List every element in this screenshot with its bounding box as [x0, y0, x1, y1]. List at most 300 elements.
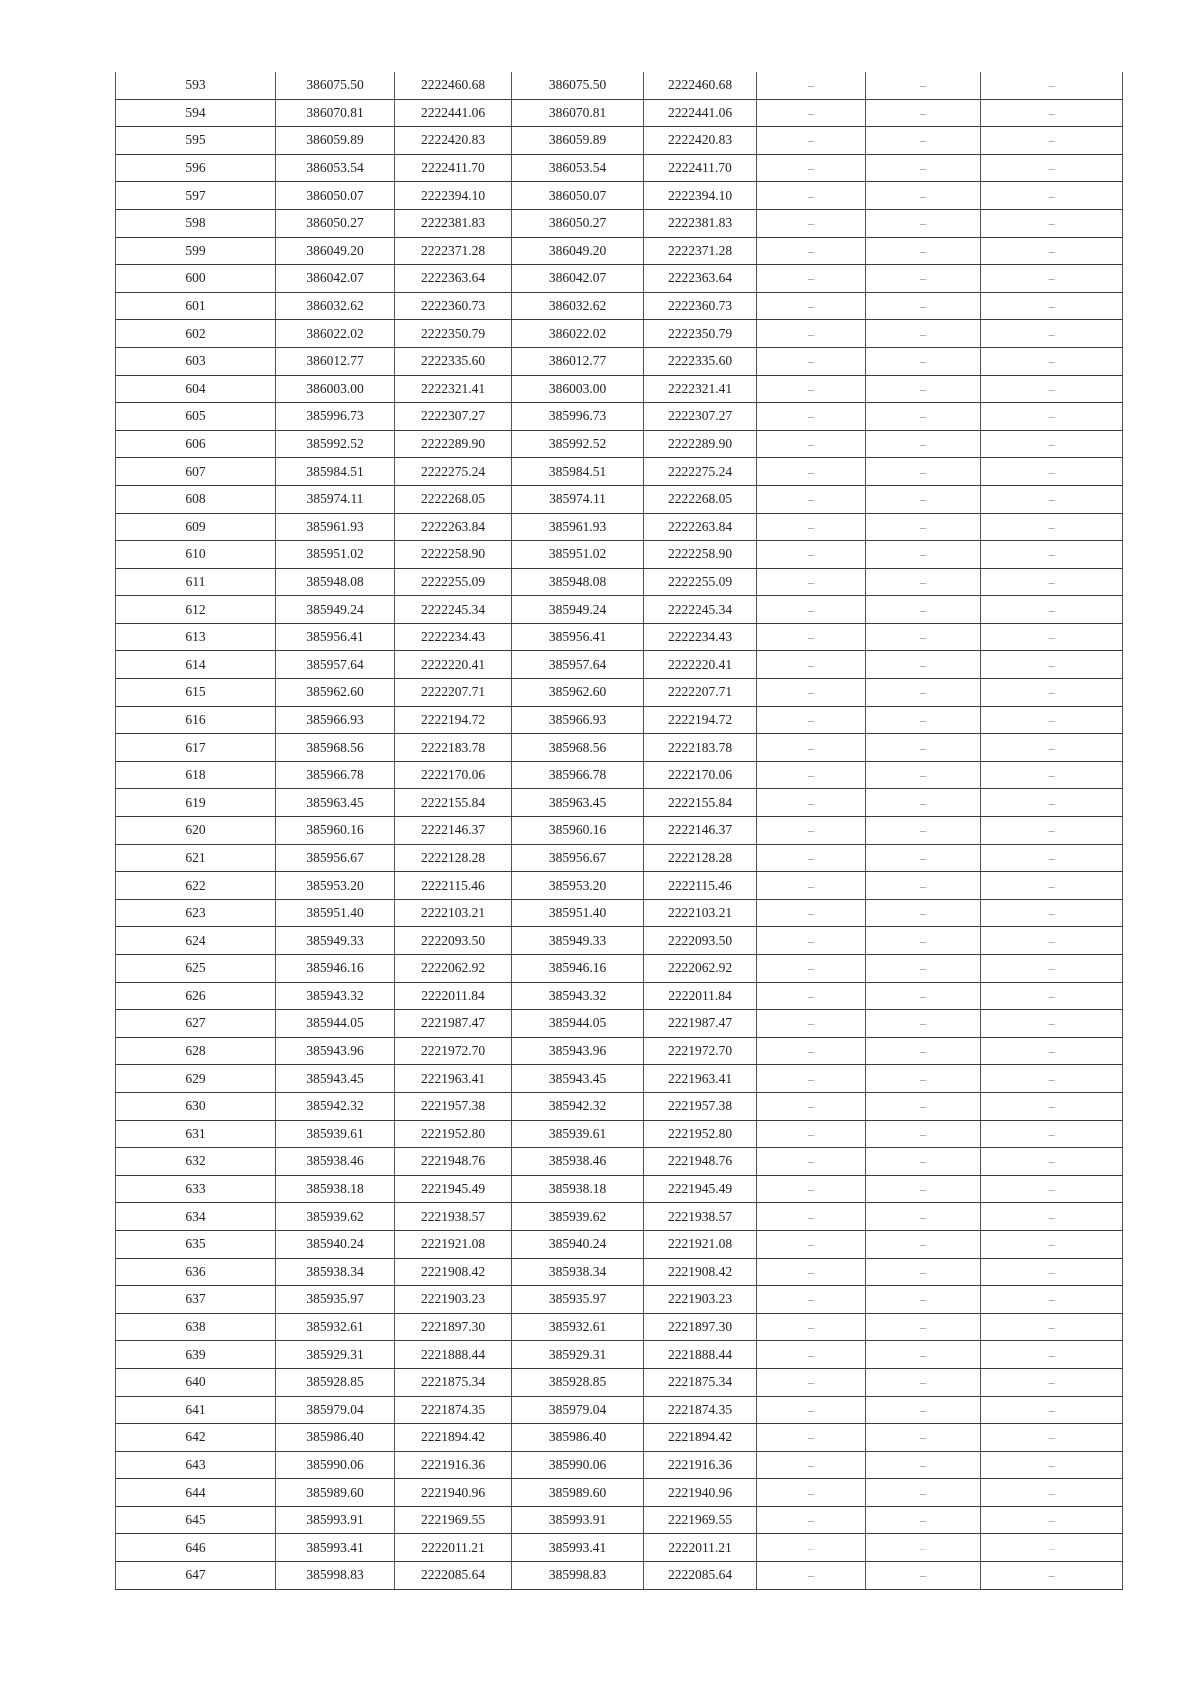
x-coordinate-cell: 385956.67	[276, 844, 395, 872]
dash-cell-2: –	[866, 872, 981, 900]
y-coordinate-repeat-cell: 2222093.50	[644, 927, 757, 955]
table-row	[116, 99, 1123, 127]
x-coordinate-repeat-cell: 385939.62	[512, 1203, 644, 1231]
dash-cell-1: –	[757, 899, 866, 927]
table-row	[116, 430, 1123, 458]
y-coordinate-cell: 2222207.71	[395, 679, 512, 707]
dash-cell-2: –	[866, 1451, 981, 1479]
y-coordinate-repeat-cell: 2221894.42	[644, 1424, 757, 1452]
point-number-cell: 595	[116, 127, 276, 155]
dash-cell-3: –	[981, 1175, 1123, 1203]
x-coordinate-cell: 386012.77	[276, 347, 395, 375]
x-coordinate-cell: 385993.91	[276, 1506, 395, 1534]
x-coordinate-cell: 386050.27	[276, 209, 395, 237]
dash-cell-3: –	[981, 237, 1123, 265]
dash-cell-3: –	[981, 1286, 1123, 1314]
x-coordinate-cell: 385939.61	[276, 1120, 395, 1148]
dash-cell-1: –	[757, 154, 866, 182]
x-coordinate-repeat-cell: 385956.41	[512, 623, 644, 651]
y-coordinate-cell: 2221894.42	[395, 1424, 512, 1452]
y-coordinate-repeat-cell: 2222170.06	[644, 761, 757, 789]
x-coordinate-cell: 385979.04	[276, 1396, 395, 1424]
x-coordinate-repeat-cell: 385956.67	[512, 844, 644, 872]
dash-cell-2: –	[866, 1286, 981, 1314]
x-coordinate-repeat-cell: 386003.00	[512, 375, 644, 403]
table-row	[116, 982, 1123, 1010]
dash-cell-2: –	[866, 1562, 981, 1590]
dash-cell-2: –	[866, 1258, 981, 1286]
x-coordinate-cell: 385949.33	[276, 927, 395, 955]
dash-cell-1: –	[757, 1148, 866, 1176]
point-number-cell: 642	[116, 1424, 276, 1452]
point-number-cell: 611	[116, 568, 276, 596]
table-row	[116, 72, 1123, 99]
x-coordinate-repeat-cell: 385996.73	[512, 403, 644, 431]
table-row	[116, 1010, 1123, 1038]
x-coordinate-repeat-cell: 385938.34	[512, 1258, 644, 1286]
table-row	[116, 1230, 1123, 1258]
table-row	[116, 1424, 1123, 1452]
y-coordinate-repeat-cell: 2222062.92	[644, 955, 757, 983]
dash-cell-1: –	[757, 679, 866, 707]
table-row	[116, 1451, 1123, 1479]
dash-cell-3: –	[981, 1451, 1123, 1479]
table-row	[116, 844, 1123, 872]
dash-cell-2: –	[866, 458, 981, 486]
y-coordinate-repeat-cell: 2222441.06	[644, 99, 757, 127]
table-row	[116, 568, 1123, 596]
dash-cell-3: –	[981, 1396, 1123, 1424]
y-coordinate-cell: 2222170.06	[395, 761, 512, 789]
dash-cell-3: –	[981, 651, 1123, 679]
dash-cell-1: –	[757, 541, 866, 569]
y-coordinate-repeat-cell: 2222289.90	[644, 430, 757, 458]
x-coordinate-cell: 385968.56	[276, 734, 395, 762]
x-coordinate-repeat-cell: 385984.51	[512, 458, 644, 486]
point-number-cell: 604	[116, 375, 276, 403]
dash-cell-2: –	[866, 1313, 981, 1341]
y-coordinate-repeat-cell: 2221897.30	[644, 1313, 757, 1341]
table-row	[116, 320, 1123, 348]
table-row	[116, 651, 1123, 679]
dash-cell-1: –	[757, 872, 866, 900]
dash-cell-2: –	[866, 899, 981, 927]
x-coordinate-cell: 386075.50	[276, 72, 395, 99]
dash-cell-2: –	[866, 1148, 981, 1176]
x-coordinate-repeat-cell: 385939.61	[512, 1120, 644, 1148]
y-coordinate-cell: 2221916.36	[395, 1451, 512, 1479]
x-coordinate-repeat-cell: 385951.40	[512, 899, 644, 927]
point-number-cell: 632	[116, 1148, 276, 1176]
dash-cell-1: –	[757, 403, 866, 431]
x-coordinate-cell: 385938.46	[276, 1148, 395, 1176]
dash-cell-1: –	[757, 1341, 866, 1369]
dash-cell-1: –	[757, 844, 866, 872]
y-coordinate-cell: 2221921.08	[395, 1230, 512, 1258]
dash-cell-3: –	[981, 844, 1123, 872]
y-coordinate-repeat-cell: 2221948.76	[644, 1148, 757, 1176]
dash-cell-2: –	[866, 679, 981, 707]
dash-cell-2: –	[866, 1396, 981, 1424]
point-number-cell: 598	[116, 209, 276, 237]
y-coordinate-cell: 2221874.35	[395, 1396, 512, 1424]
y-coordinate-cell: 2222350.79	[395, 320, 512, 348]
x-coordinate-repeat-cell: 386059.89	[512, 127, 644, 155]
x-coordinate-repeat-cell: 385963.45	[512, 789, 644, 817]
dash-cell-3: –	[981, 403, 1123, 431]
dash-cell-2: –	[866, 1368, 981, 1396]
x-coordinate-cell: 385938.34	[276, 1258, 395, 1286]
x-coordinate-repeat-cell: 385938.46	[512, 1148, 644, 1176]
table-row	[116, 872, 1123, 900]
x-coordinate-cell: 385943.96	[276, 1037, 395, 1065]
x-coordinate-repeat-cell: 385968.56	[512, 734, 644, 762]
y-coordinate-cell: 2222360.73	[395, 292, 512, 320]
x-coordinate-cell: 385938.18	[276, 1175, 395, 1203]
point-number-cell: 637	[116, 1286, 276, 1314]
y-coordinate-repeat-cell: 2222263.84	[644, 513, 757, 541]
dash-cell-1: –	[757, 761, 866, 789]
y-coordinate-repeat-cell: 2222363.64	[644, 265, 757, 293]
dash-cell-2: –	[866, 485, 981, 513]
dash-cell-3: –	[981, 182, 1123, 210]
y-coordinate-cell: 2222420.83	[395, 127, 512, 155]
table-row	[116, 458, 1123, 486]
dash-cell-2: –	[866, 1010, 981, 1038]
dash-cell-3: –	[981, 1562, 1123, 1590]
point-number-cell: 609	[116, 513, 276, 541]
point-number-cell: 616	[116, 706, 276, 734]
dash-cell-2: –	[866, 734, 981, 762]
dash-cell-3: –	[981, 899, 1123, 927]
table-row	[116, 761, 1123, 789]
dash-cell-3: –	[981, 1037, 1123, 1065]
dash-cell-1: –	[757, 485, 866, 513]
dash-cell-1: –	[757, 375, 866, 403]
dash-cell-1: –	[757, 982, 866, 1010]
dash-cell-2: –	[866, 320, 981, 348]
x-coordinate-cell: 386042.07	[276, 265, 395, 293]
point-number-cell: 629	[116, 1065, 276, 1093]
y-coordinate-cell: 2222441.06	[395, 99, 512, 127]
y-coordinate-cell: 2221897.30	[395, 1313, 512, 1341]
dash-cell-3: –	[981, 1534, 1123, 1562]
y-coordinate-repeat-cell: 2222350.79	[644, 320, 757, 348]
x-coordinate-cell: 385989.60	[276, 1479, 395, 1507]
table-row	[116, 817, 1123, 845]
y-coordinate-repeat-cell: 2222085.64	[644, 1562, 757, 1590]
dash-cell-3: –	[981, 982, 1123, 1010]
x-coordinate-repeat-cell: 385989.60	[512, 1479, 644, 1507]
x-coordinate-repeat-cell: 385951.02	[512, 541, 644, 569]
dash-cell-1: –	[757, 458, 866, 486]
dash-cell-1: –	[757, 1203, 866, 1231]
dash-cell-1: –	[757, 1313, 866, 1341]
table-row	[116, 1203, 1123, 1231]
y-coordinate-repeat-cell: 2222394.10	[644, 182, 757, 210]
y-coordinate-repeat-cell: 2221888.44	[644, 1341, 757, 1369]
x-coordinate-cell: 385986.40	[276, 1424, 395, 1452]
dash-cell-2: –	[866, 982, 981, 1010]
dash-cell-1: –	[757, 706, 866, 734]
y-coordinate-repeat-cell: 2221921.08	[644, 1230, 757, 1258]
y-coordinate-cell: 2222085.64	[395, 1562, 512, 1590]
dash-cell-1: –	[757, 955, 866, 983]
table-row	[116, 1479, 1123, 1507]
y-coordinate-repeat-cell: 2222207.71	[644, 679, 757, 707]
dash-cell-2: –	[866, 1506, 981, 1534]
dash-cell-3: –	[981, 292, 1123, 320]
dash-cell-1: –	[757, 1065, 866, 1093]
point-number-cell: 621	[116, 844, 276, 872]
dash-cell-2: –	[866, 1175, 981, 1203]
y-coordinate-repeat-cell: 2222115.46	[644, 872, 757, 900]
table-row	[116, 899, 1123, 927]
y-coordinate-repeat-cell: 2222381.83	[644, 209, 757, 237]
dash-cell-2: –	[866, 182, 981, 210]
x-coordinate-cell: 385940.24	[276, 1230, 395, 1258]
y-coordinate-cell: 2221940.96	[395, 1479, 512, 1507]
y-coordinate-repeat-cell: 2221938.57	[644, 1203, 757, 1231]
x-coordinate-repeat-cell: 385992.52	[512, 430, 644, 458]
point-number-cell: 619	[116, 789, 276, 817]
y-coordinate-cell: 2221888.44	[395, 1341, 512, 1369]
dash-cell-3: –	[981, 761, 1123, 789]
dash-cell-1: –	[757, 1424, 866, 1452]
dash-cell-3: –	[981, 623, 1123, 651]
point-number-cell: 601	[116, 292, 276, 320]
x-coordinate-repeat-cell: 385966.78	[512, 761, 644, 789]
table-row	[116, 1286, 1123, 1314]
point-number-cell: 631	[116, 1120, 276, 1148]
x-coordinate-repeat-cell: 386053.54	[512, 154, 644, 182]
y-coordinate-repeat-cell: 2221875.34	[644, 1368, 757, 1396]
x-coordinate-cell: 385948.08	[276, 568, 395, 596]
x-coordinate-cell: 386059.89	[276, 127, 395, 155]
dash-cell-3: –	[981, 1313, 1123, 1341]
y-coordinate-cell: 2222335.60	[395, 347, 512, 375]
dash-cell-2: –	[866, 1120, 981, 1148]
dash-cell-1: –	[757, 789, 866, 817]
dash-cell-3: –	[981, 596, 1123, 624]
y-coordinate-cell: 2221945.49	[395, 1175, 512, 1203]
x-coordinate-cell: 385943.45	[276, 1065, 395, 1093]
y-coordinate-cell: 2222381.83	[395, 209, 512, 237]
table-row	[116, 127, 1123, 155]
x-coordinate-cell: 386022.02	[276, 320, 395, 348]
x-coordinate-cell: 386003.00	[276, 375, 395, 403]
dash-cell-2: –	[866, 127, 981, 155]
point-number-cell: 625	[116, 955, 276, 983]
x-coordinate-repeat-cell: 385943.32	[512, 982, 644, 1010]
y-coordinate-cell: 2222011.84	[395, 982, 512, 1010]
x-coordinate-cell: 386049.20	[276, 237, 395, 265]
y-coordinate-cell: 2222255.09	[395, 568, 512, 596]
y-coordinate-cell: 2222245.34	[395, 596, 512, 624]
y-coordinate-repeat-cell: 2221952.80	[644, 1120, 757, 1148]
y-coordinate-repeat-cell: 2222360.73	[644, 292, 757, 320]
y-coordinate-repeat-cell: 2222460.68	[644, 72, 757, 99]
dash-cell-1: –	[757, 127, 866, 155]
x-coordinate-cell: 385957.64	[276, 651, 395, 679]
y-coordinate-cell: 2221987.47	[395, 1010, 512, 1038]
dash-cell-3: –	[981, 485, 1123, 513]
point-number-cell: 603	[116, 347, 276, 375]
point-number-cell: 622	[116, 872, 276, 900]
dash-cell-2: –	[866, 761, 981, 789]
x-coordinate-repeat-cell: 385944.05	[512, 1010, 644, 1038]
y-coordinate-cell: 2221875.34	[395, 1368, 512, 1396]
point-number-cell: 613	[116, 623, 276, 651]
y-coordinate-cell: 2222371.28	[395, 237, 512, 265]
y-coordinate-cell: 2221948.76	[395, 1148, 512, 1176]
dash-cell-1: –	[757, 99, 866, 127]
dash-cell-3: –	[981, 927, 1123, 955]
dash-cell-1: –	[757, 513, 866, 541]
point-number-cell: 647	[116, 1562, 276, 1590]
dash-cell-2: –	[866, 955, 981, 983]
x-coordinate-repeat-cell: 385993.91	[512, 1506, 644, 1534]
y-coordinate-repeat-cell: 2221957.38	[644, 1092, 757, 1120]
y-coordinate-repeat-cell: 2222183.78	[644, 734, 757, 762]
x-coordinate-cell: 385966.93	[276, 706, 395, 734]
dash-cell-3: –	[981, 1424, 1123, 1452]
point-number-cell: 641	[116, 1396, 276, 1424]
y-coordinate-repeat-cell: 2222420.83	[644, 127, 757, 155]
dash-cell-3: –	[981, 1341, 1123, 1369]
dash-cell-1: –	[757, 430, 866, 458]
dash-cell-2: –	[866, 209, 981, 237]
x-coordinate-cell: 385943.32	[276, 982, 395, 1010]
x-coordinate-cell: 385998.83	[276, 1562, 395, 1590]
point-number-cell: 599	[116, 237, 276, 265]
dash-cell-1: –	[757, 182, 866, 210]
x-coordinate-repeat-cell: 385946.16	[512, 955, 644, 983]
point-number-cell: 640	[116, 1368, 276, 1396]
dash-cell-1: –	[757, 1562, 866, 1590]
point-number-cell: 646	[116, 1534, 276, 1562]
point-number-cell: 643	[116, 1451, 276, 1479]
y-coordinate-cell: 2222263.84	[395, 513, 512, 541]
dash-cell-2: –	[866, 1534, 981, 1562]
y-coordinate-repeat-cell: 2221945.49	[644, 1175, 757, 1203]
dash-cell-2: –	[866, 403, 981, 431]
dash-cell-3: –	[981, 568, 1123, 596]
x-coordinate-cell: 385935.97	[276, 1286, 395, 1314]
y-coordinate-repeat-cell: 2222245.34	[644, 596, 757, 624]
x-coordinate-repeat-cell: 386050.07	[512, 182, 644, 210]
x-coordinate-cell: 385960.16	[276, 817, 395, 845]
x-coordinate-cell: 385956.41	[276, 623, 395, 651]
point-number-cell: 610	[116, 541, 276, 569]
x-coordinate-repeat-cell: 385957.64	[512, 651, 644, 679]
y-coordinate-cell: 2222128.28	[395, 844, 512, 872]
table-row	[116, 1148, 1123, 1176]
dash-cell-1: –	[757, 209, 866, 237]
y-coordinate-cell: 2221972.70	[395, 1037, 512, 1065]
x-coordinate-cell: 385949.24	[276, 596, 395, 624]
y-coordinate-cell: 2222234.43	[395, 623, 512, 651]
dash-cell-3: –	[981, 154, 1123, 182]
y-coordinate-repeat-cell: 2222155.84	[644, 789, 757, 817]
dash-cell-2: –	[866, 541, 981, 569]
y-coordinate-cell: 2222103.21	[395, 899, 512, 927]
y-coordinate-cell: 2221903.23	[395, 1286, 512, 1314]
point-number-cell: 644	[116, 1479, 276, 1507]
dash-cell-3: –	[981, 1203, 1123, 1231]
point-number-cell: 615	[116, 679, 276, 707]
table-row	[116, 265, 1123, 293]
point-number-cell: 627	[116, 1010, 276, 1038]
y-coordinate-cell: 2222093.50	[395, 927, 512, 955]
x-coordinate-cell: 385961.93	[276, 513, 395, 541]
y-coordinate-cell: 2222275.24	[395, 458, 512, 486]
x-coordinate-repeat-cell: 385962.60	[512, 679, 644, 707]
table-row	[116, 1175, 1123, 1203]
table-row	[116, 1341, 1123, 1369]
x-coordinate-cell: 385951.02	[276, 541, 395, 569]
point-number-cell: 605	[116, 403, 276, 431]
y-coordinate-repeat-cell: 2222194.72	[644, 706, 757, 734]
x-coordinate-repeat-cell: 385943.96	[512, 1037, 644, 1065]
table-row	[116, 596, 1123, 624]
x-coordinate-repeat-cell: 385998.83	[512, 1562, 644, 1590]
x-coordinate-repeat-cell: 386070.81	[512, 99, 644, 127]
dash-cell-1: –	[757, 1230, 866, 1258]
dash-cell-3: –	[981, 734, 1123, 762]
x-coordinate-repeat-cell: 385993.41	[512, 1534, 644, 1562]
point-number-cell: 623	[116, 899, 276, 927]
table-row	[116, 955, 1123, 983]
y-coordinate-repeat-cell: 2222411.70	[644, 154, 757, 182]
point-number-cell: 593	[116, 72, 276, 99]
y-coordinate-repeat-cell: 2221940.96	[644, 1479, 757, 1507]
y-coordinate-cell: 2222460.68	[395, 72, 512, 99]
x-coordinate-repeat-cell: 385929.31	[512, 1341, 644, 1369]
y-coordinate-repeat-cell: 2222103.21	[644, 899, 757, 927]
point-number-cell: 607	[116, 458, 276, 486]
dash-cell-3: –	[981, 1479, 1123, 1507]
dash-cell-3: –	[981, 679, 1123, 707]
x-coordinate-repeat-cell: 385942.32	[512, 1092, 644, 1120]
y-coordinate-cell: 2222011.21	[395, 1534, 512, 1562]
point-number-cell: 630	[116, 1092, 276, 1120]
y-coordinate-cell: 2222194.72	[395, 706, 512, 734]
table-row	[116, 1396, 1123, 1424]
x-coordinate-repeat-cell: 385979.04	[512, 1396, 644, 1424]
y-coordinate-repeat-cell: 2222371.28	[644, 237, 757, 265]
point-number-cell: 594	[116, 99, 276, 127]
dash-cell-2: –	[866, 1092, 981, 1120]
x-coordinate-repeat-cell: 385928.85	[512, 1368, 644, 1396]
x-coordinate-repeat-cell: 385935.97	[512, 1286, 644, 1314]
x-coordinate-repeat-cell: 385953.20	[512, 872, 644, 900]
x-coordinate-repeat-cell: 386050.27	[512, 209, 644, 237]
table-row	[116, 541, 1123, 569]
x-coordinate-cell: 386032.62	[276, 292, 395, 320]
x-coordinate-cell: 385932.61	[276, 1313, 395, 1341]
x-coordinate-repeat-cell: 386012.77	[512, 347, 644, 375]
dash-cell-3: –	[981, 1065, 1123, 1093]
point-number-cell: 634	[116, 1203, 276, 1231]
y-coordinate-repeat-cell: 2222268.05	[644, 485, 757, 513]
dash-cell-3: –	[981, 99, 1123, 127]
point-number-cell: 638	[116, 1313, 276, 1341]
dash-cell-2: –	[866, 1424, 981, 1452]
x-coordinate-cell: 385942.32	[276, 1092, 395, 1120]
dash-cell-1: –	[757, 1396, 866, 1424]
table-row	[116, 182, 1123, 210]
